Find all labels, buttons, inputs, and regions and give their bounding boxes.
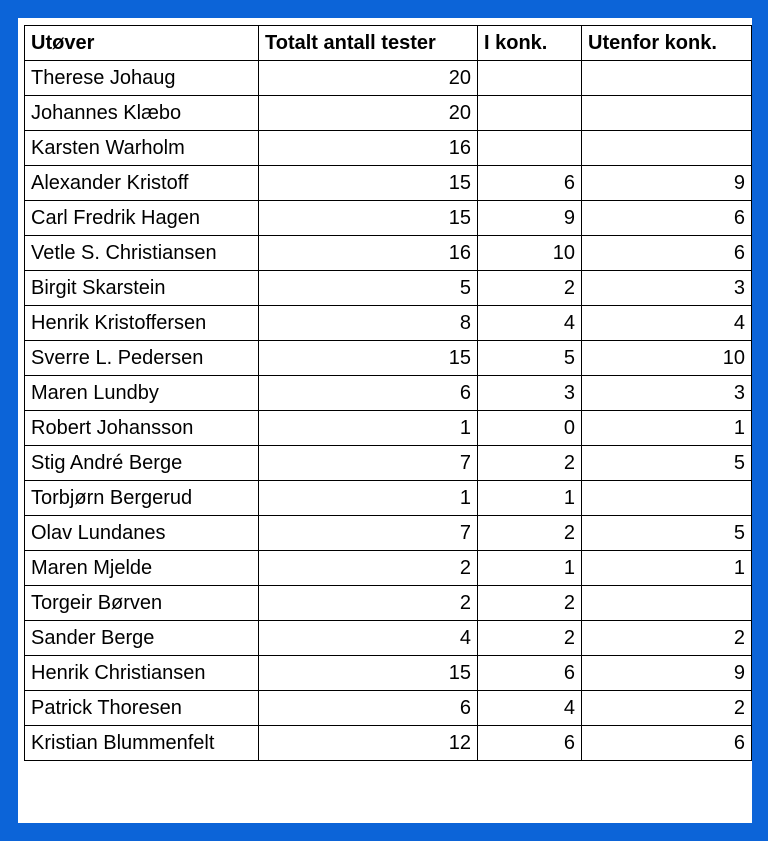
total-tests-cell: 2 bbox=[259, 586, 478, 621]
athlete-cell: Torbjørn Bergerud bbox=[25, 481, 259, 516]
athlete-cell: Henrik Christiansen bbox=[25, 656, 259, 691]
out-of-competition-cell: 9 bbox=[582, 166, 752, 201]
table-row bbox=[25, 516, 752, 551]
header-athlete: Utøver bbox=[25, 26, 259, 61]
in-competition-cell: 6 bbox=[478, 656, 582, 691]
table-body bbox=[25, 61, 752, 761]
athlete-test-table bbox=[24, 25, 752, 761]
athlete-cell: Torgeir Børven bbox=[25, 586, 259, 621]
out-of-competition-cell bbox=[582, 96, 752, 131]
table-row bbox=[25, 656, 752, 691]
table-sheet bbox=[18, 18, 752, 823]
table-row bbox=[25, 376, 752, 411]
in-competition-cell: 6 bbox=[478, 166, 582, 201]
in-competition-cell: 1 bbox=[478, 481, 582, 516]
total-tests-cell: 6 bbox=[259, 376, 478, 411]
out-of-competition-cell: 5 bbox=[582, 446, 752, 481]
table-row bbox=[25, 61, 752, 96]
in-competition-cell: 2 bbox=[478, 586, 582, 621]
table-row bbox=[25, 691, 752, 726]
athlete-cell: Kristian Blummenfelt bbox=[25, 726, 259, 761]
header-total-tests: Totalt antall tester bbox=[259, 26, 478, 61]
table-row bbox=[25, 201, 752, 236]
in-competition-cell bbox=[478, 131, 582, 166]
in-competition-cell: 4 bbox=[478, 691, 582, 726]
out-of-competition-cell bbox=[582, 61, 752, 96]
in-competition-cell: 0 bbox=[478, 411, 582, 446]
in-competition-cell: 1 bbox=[478, 551, 582, 586]
total-tests-cell: 4 bbox=[259, 621, 478, 656]
total-tests-cell: 15 bbox=[259, 341, 478, 376]
in-competition-cell: 6 bbox=[478, 726, 582, 761]
athlete-cell: Therese Johaug bbox=[25, 61, 259, 96]
athlete-cell: Alexander Kristoff bbox=[25, 166, 259, 201]
out-of-competition-cell: 6 bbox=[582, 236, 752, 271]
out-of-competition-cell: 3 bbox=[582, 271, 752, 306]
athlete-cell: Johannes Klæbo bbox=[25, 96, 259, 131]
athlete-cell: Vetle S. Christiansen bbox=[25, 236, 259, 271]
header-row bbox=[25, 26, 752, 61]
total-tests-cell: 7 bbox=[259, 516, 478, 551]
out-of-competition-cell: 6 bbox=[582, 726, 752, 761]
out-of-competition-cell: 5 bbox=[582, 516, 752, 551]
table-row bbox=[25, 341, 752, 376]
out-of-competition-cell: 10 bbox=[582, 341, 752, 376]
athlete-cell: Robert Johansson bbox=[25, 411, 259, 446]
in-competition-cell: 2 bbox=[478, 271, 582, 306]
table-row bbox=[25, 411, 752, 446]
out-of-competition-cell: 6 bbox=[582, 201, 752, 236]
table-row bbox=[25, 306, 752, 341]
athlete-cell: Sverre L. Pedersen bbox=[25, 341, 259, 376]
athlete-cell: Stig André Berge bbox=[25, 446, 259, 481]
total-tests-cell: 8 bbox=[259, 306, 478, 341]
table-row bbox=[25, 446, 752, 481]
out-of-competition-cell: 9 bbox=[582, 656, 752, 691]
out-of-competition-cell: 4 bbox=[582, 306, 752, 341]
in-competition-cell: 4 bbox=[478, 306, 582, 341]
header-in-competition: I konk. bbox=[478, 26, 582, 61]
table-row bbox=[25, 96, 752, 131]
out-of-competition-cell: 2 bbox=[582, 621, 752, 656]
table-row bbox=[25, 726, 752, 761]
in-competition-cell: 2 bbox=[478, 516, 582, 551]
out-of-competition-cell bbox=[582, 586, 752, 621]
table-row bbox=[25, 131, 752, 166]
total-tests-cell: 2 bbox=[259, 551, 478, 586]
athlete-cell: Sander Berge bbox=[25, 621, 259, 656]
total-tests-cell: 15 bbox=[259, 201, 478, 236]
in-competition-cell bbox=[478, 96, 582, 131]
total-tests-cell: 5 bbox=[259, 271, 478, 306]
in-competition-cell: 3 bbox=[478, 376, 582, 411]
in-competition-cell bbox=[478, 61, 582, 96]
in-competition-cell: 5 bbox=[478, 341, 582, 376]
total-tests-cell: 15 bbox=[259, 656, 478, 691]
total-tests-cell: 1 bbox=[259, 481, 478, 516]
athlete-cell: Carl Fredrik Hagen bbox=[25, 201, 259, 236]
table-row bbox=[25, 551, 752, 586]
in-competition-cell: 9 bbox=[478, 201, 582, 236]
athlete-cell: Birgit Skarstein bbox=[25, 271, 259, 306]
out-of-competition-cell: 3 bbox=[582, 376, 752, 411]
athlete-cell: Patrick Thoresen bbox=[25, 691, 259, 726]
out-of-competition-cell bbox=[582, 481, 752, 516]
out-of-competition-cell: 1 bbox=[582, 411, 752, 446]
athlete-cell: Karsten Warholm bbox=[25, 131, 259, 166]
out-of-competition-cell bbox=[582, 131, 752, 166]
total-tests-cell: 12 bbox=[259, 726, 478, 761]
athlete-cell: Maren Lundby bbox=[25, 376, 259, 411]
table-row bbox=[25, 481, 752, 516]
total-tests-cell: 7 bbox=[259, 446, 478, 481]
out-of-competition-cell: 1 bbox=[582, 551, 752, 586]
table-row bbox=[25, 621, 752, 656]
table-row bbox=[25, 271, 752, 306]
in-competition-cell: 10 bbox=[478, 236, 582, 271]
table-row bbox=[25, 166, 752, 201]
total-tests-cell: 20 bbox=[259, 61, 478, 96]
header-out-of-competition: Utenfor konk. bbox=[582, 26, 752, 61]
total-tests-cell: 6 bbox=[259, 691, 478, 726]
athlete-cell: Olav Lundanes bbox=[25, 516, 259, 551]
total-tests-cell: 16 bbox=[259, 236, 478, 271]
athlete-cell: Henrik Kristoffersen bbox=[25, 306, 259, 341]
out-of-competition-cell: 2 bbox=[582, 691, 752, 726]
total-tests-cell: 15 bbox=[259, 166, 478, 201]
in-competition-cell: 2 bbox=[478, 621, 582, 656]
total-tests-cell: 16 bbox=[259, 131, 478, 166]
total-tests-cell: 20 bbox=[259, 96, 478, 131]
table-row bbox=[25, 586, 752, 621]
athlete-cell: Maren Mjelde bbox=[25, 551, 259, 586]
total-tests-cell: 1 bbox=[259, 411, 478, 446]
table-row bbox=[25, 236, 752, 271]
in-competition-cell: 2 bbox=[478, 446, 582, 481]
